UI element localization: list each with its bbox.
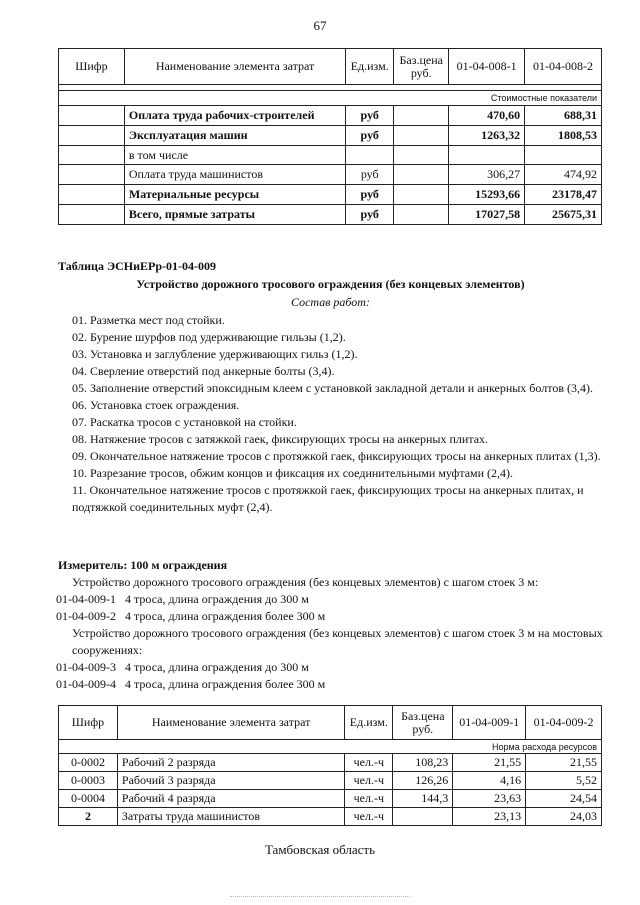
row-name: Затраты труда машинистов (117, 808, 344, 826)
resource-norms-table (58, 705, 602, 826)
row-value-2: 21,55 (526, 754, 602, 772)
header-code: Шифр (59, 706, 118, 740)
header-price: Баз.цена руб. (393, 706, 453, 740)
row-price (394, 106, 449, 126)
table-row (59, 126, 602, 146)
item-code: 01-04-009-1 (56, 592, 116, 606)
work-steps-list (58, 312, 603, 516)
row-price: 126,26 (393, 772, 453, 790)
row-value-2: 474,92 (525, 165, 602, 185)
subheader-cost-indicators: Стоимостные показатели (59, 91, 602, 106)
table-row (59, 754, 602, 772)
row-name: Рабочий 3 разряда (117, 772, 344, 790)
work-step: 01. Разметка мест под стойки. (72, 313, 225, 327)
item-row (56, 659, 603, 676)
scan-artifact-divider (230, 896, 410, 897)
header-name: Наименование элемента затрат (117, 706, 344, 740)
row-name: Всего, прямые затраты (124, 205, 345, 225)
item-row (56, 608, 603, 625)
table-title: Таблица ЭСНиЕРр-01-04-009 (58, 259, 217, 273)
table-row (59, 205, 602, 225)
row-name: Материальные ресурсы (124, 185, 345, 205)
table-row (59, 106, 602, 126)
row-name: в том числе (124, 146, 345, 165)
row-name: Рабочий 2 разряда (117, 754, 344, 772)
row-unit: руб (346, 165, 394, 185)
work-step: 09. Окончательное натяжение тросов с протяжкой гаек, фиксирующих тросы на анкерных плитах (1,3). (72, 449, 601, 463)
item-code: 01-04-009-4 (56, 677, 116, 691)
row-unit: чел.-ч (345, 754, 393, 772)
row-value-1: 1263,32 (449, 126, 525, 146)
measure-unit: Измеритель: 100 м ограждения (58, 558, 228, 572)
work-step: 11. Окончательное натяжение тросов с протяжкой гаек, фиксирующих тросы на анкерных плитах, и подтяжкой соединительных муфт (2,4). (72, 483, 584, 514)
row-unit: руб (346, 185, 394, 205)
row-unit: чел.-ч (345, 790, 393, 808)
table-header-row (59, 706, 602, 740)
row-price (394, 205, 449, 225)
table-row (59, 790, 602, 808)
work-step: 08. Натяжение тросов с затяжкой гаек, фиксирующих тросы на анкерных плитах. (72, 432, 489, 446)
work-step: 02. Бурение шурфов под удерживающие гильзы (1,2). (72, 330, 346, 344)
page-footer-region: Тамбовская область (264, 842, 376, 857)
row-unit: руб (346, 106, 394, 126)
row-value-2: 688,31 (525, 106, 602, 126)
work-composition-label: Состав работ: (291, 295, 370, 309)
header-price: Баз.цена руб. (394, 49, 449, 85)
item-code: 01-04-009-3 (56, 660, 116, 674)
row-value-2: 25675,31 (525, 205, 602, 225)
row-value-2: 23178,47 (525, 185, 602, 205)
row-unit: чел.-ч (345, 808, 393, 826)
header-col2: 01-04-008-2 (525, 49, 602, 85)
row-unit: руб (346, 205, 394, 225)
row-name: Оплата труда рабочих-строителей (124, 106, 345, 126)
table-header-row (59, 49, 602, 85)
row-price (394, 126, 449, 146)
table-row (59, 772, 602, 790)
row-code: 0-0002 (59, 754, 118, 772)
item-text: 4 троса, длина ограждения до 300 м (125, 660, 309, 674)
row-value-2: 5,52 (526, 772, 602, 790)
item-row (56, 591, 603, 608)
subheader-resource-norms: Норма расхода ресурсов (59, 740, 602, 754)
work-step: 03. Установка и заглубление удерживающих гильз (1,2). (72, 347, 358, 361)
header-col1: 01-04-009-1 (453, 706, 526, 740)
item-text: 4 троса, длина ограждения до 300 м (125, 592, 309, 606)
row-value-1: 17027,58 (449, 205, 525, 225)
row-code: 2 (59, 808, 118, 826)
row-price (394, 165, 449, 185)
item-row (56, 676, 603, 693)
group-heading-1: Устройство дорожного тросового ограждения (без концевых элементов) с шагом стоек 3 м: (72, 575, 539, 589)
work-step: 10. Разрезание тросов, обжим концов и фиксация их соединительными муфтами (2,4). (72, 466, 514, 480)
section-heading: Устройство дорожного тросового ограждения (без концевых элементов) (136, 277, 525, 291)
row-price (394, 185, 449, 205)
page-number: 67 (313, 18, 327, 33)
row-value-1: 23,63 (453, 790, 526, 808)
item-text: 4 троса, длина ограждения более 300 м (125, 609, 326, 623)
work-step: 06. Установка стоек ограждения. (72, 398, 240, 412)
header-unit: Ед.изм. (346, 49, 394, 85)
row-value-1: 306,27 (449, 165, 525, 185)
row-price: 144,3 (393, 790, 453, 808)
row-name: Эксплуатация машин (124, 126, 345, 146)
row-value-1: 4,16 (453, 772, 526, 790)
table-row (59, 165, 602, 185)
header-col2: 01-04-009-2 (526, 706, 602, 740)
row-name: Оплата труда машинистов (124, 165, 345, 185)
measure-block (58, 557, 603, 693)
row-value-1: 23,13 (453, 808, 526, 826)
row-value-1: 15293,66 (449, 185, 525, 205)
table-row (59, 185, 602, 205)
row-name: Рабочий 4 разряда (117, 790, 344, 808)
row-code: 0-0004 (59, 790, 118, 808)
item-code: 01-04-009-2 (56, 609, 116, 623)
row-value-2: 24,54 (526, 790, 602, 808)
row-price: 108,23 (393, 754, 453, 772)
work-step: 04. Сверление отверстий под анкерные болты (3,4). (72, 364, 335, 378)
table-row (59, 146, 602, 165)
header-unit: Ед.изм. (345, 706, 393, 740)
row-unit: руб (346, 126, 394, 146)
work-step: 05. Заполнение отверстий эпоксидным клеем с установкой закладной детали и анкерных болтов (3,4). (72, 381, 593, 395)
item-text: 4 троса, длина ограждения более 300 м (125, 677, 326, 691)
header-name: Наименование элемента затрат (124, 49, 345, 85)
cost-indicators-table (58, 48, 602, 225)
table-subheader-row (59, 740, 602, 754)
work-step: 07. Раскатка тросов с установкой на стойки. (72, 415, 297, 429)
row-unit: чел.-ч (345, 772, 393, 790)
row-value-1: 21,55 (453, 754, 526, 772)
table-row (59, 808, 602, 826)
group-heading-2: Устройство дорожного тросового ограждения (без концевых элементов) с шагом стоек 3 м на мостовых сооружениях: (72, 626, 603, 657)
row-value-2: 24,03 (526, 808, 602, 826)
row-price (393, 808, 453, 826)
row-value-1: 470,60 (449, 106, 525, 126)
row-code: 0-0003 (59, 772, 118, 790)
row-value-2: 1808,53 (525, 126, 602, 146)
header-code: Шифр (59, 49, 125, 85)
header-col1: 01-04-008-1 (449, 49, 525, 85)
table-subheader-row (59, 91, 602, 106)
